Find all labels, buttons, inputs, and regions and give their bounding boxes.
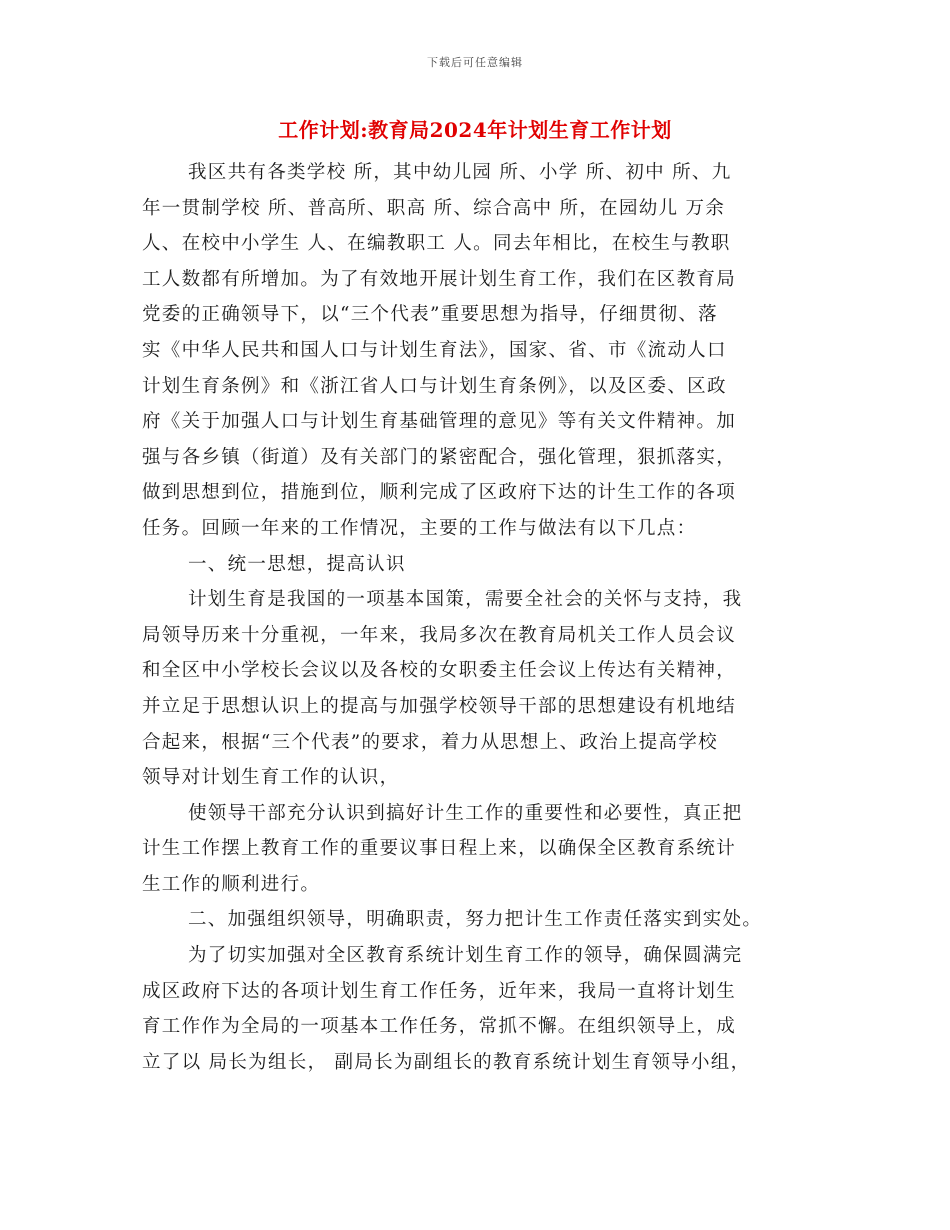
text-line: 领导对计划生育工作的认识， bbox=[142, 767, 400, 789]
text-line: 使领导干部充分认识到搞好计生工作的重要性和必要性，真正把 bbox=[188, 802, 743, 824]
text-line: 实《中华人民共和国人口与计划生育法》，国家、省、市《流动人口 bbox=[142, 339, 727, 361]
text-line: 局领导历来十分重视，一年来，我局多次在教育局机关工作人员会议 bbox=[142, 624, 737, 646]
document-title: 工作计划:教育局2024年计划生育工作计划 bbox=[278, 118, 672, 142]
text-line: 计生工作摆上教育工作的重要议事日程上来，以确保全区教育系统计 bbox=[142, 838, 737, 860]
text-line: 和全区中小学校长会议以及各校的女职委主任会议上传达有关精神， bbox=[142, 660, 737, 682]
text-line: 育工作作为全局的一项基本工作任务，常抓不懈。在组织领导上，成 bbox=[142, 1016, 737, 1038]
text-line: 为了切实加强对全区教育系统计划生育工作的领导，确保圆满完 bbox=[188, 945, 743, 967]
page-header-note: 下载后可任意编辑 bbox=[427, 56, 523, 69]
text-line: 并立足于思想认识上的提高与加强学校领导干部的思想建设有机地结 bbox=[142, 695, 737, 717]
text-line: 强与各乡镇（街道）及有关部门的紧密配合，强化管理，狠抓落实， bbox=[142, 446, 737, 468]
section-heading: 一、统一思想，提高认识 bbox=[188, 553, 406, 575]
text-line: 计划生育是我国的一项基本国策，需要全社会的关怀与支持，我 bbox=[188, 589, 743, 611]
text-line: 党委的正确领导下，以“三个代表”重要思想为指导，仔细贯彻、落 bbox=[142, 304, 718, 326]
text-line: 人、在校中小学生 人、在编教职工 人。同去年相比，在校生与教职 bbox=[142, 233, 731, 255]
text-line: 工人数都有所增加。为了有效地开展计划生育工作，我们在区教育局 bbox=[142, 268, 737, 290]
section-heading: 二、加强组织领导，明确职责，努力把计生工作责任落实到实处。 bbox=[188, 909, 763, 931]
text-line: 立了以 局长为组长， 副局长为副组长的教育系统计划生育领导小组， bbox=[142, 1051, 751, 1073]
text-line: 做到思想到位，措施到位，顺利完成了区政府下达的计生工作的各项 bbox=[142, 482, 737, 504]
text-line: 生工作的顺利进行。 bbox=[142, 873, 321, 895]
text-line: 合起来，根据“三个代表”的要求，着力从思想上、政治上提高学校 bbox=[142, 731, 718, 753]
text-line: 我区共有各类学校 所，其中幼儿园 所、小学 所、初中 所、九 bbox=[188, 162, 732, 183]
document-body bbox=[142, 155, 812, 1080]
text-line: 成区政府下达的各项计划生育工作任务，近年来，我局一直将计划生 bbox=[142, 980, 737, 1002]
text-line: 府《关于加强人口与计划生育基础管理的意见》等有关文件精神。加 bbox=[142, 411, 737, 433]
text-line: 年一贯制学校 所、普高所、职高 所、综合高中 所，在园幼儿 万余 bbox=[142, 197, 726, 219]
text-line: 任务。回顾一年来的工作情况，主要的工作与做法有以下几点： bbox=[142, 517, 697, 539]
text-line: 计划生育条例》和《浙江省人口与计划生育条例》，以及区委、区政 bbox=[142, 375, 727, 397]
